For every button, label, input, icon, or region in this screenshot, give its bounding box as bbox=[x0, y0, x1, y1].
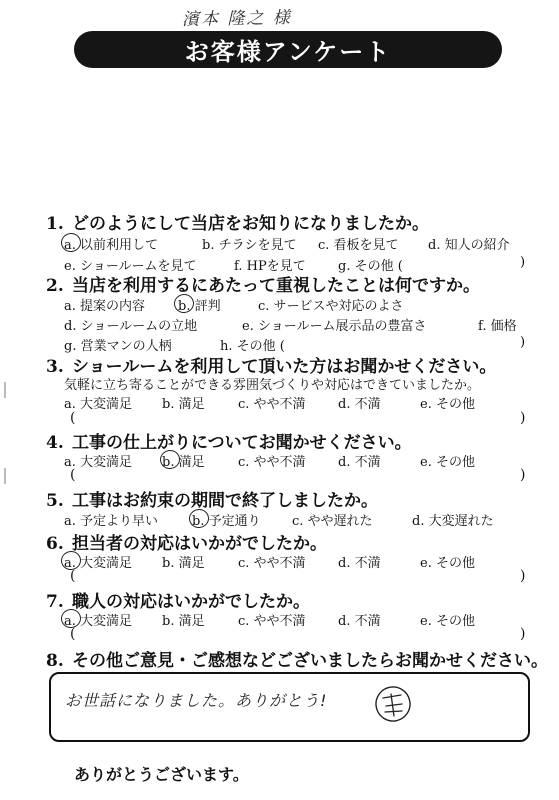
q2-paren-close: ) bbox=[520, 335, 526, 350]
question-7: 7. 職人の対応はいかがでしたか。 bbox=[46, 592, 310, 612]
q1-option-a[interactable]: a. 以前利用して bbox=[64, 238, 159, 253]
q3-option-d[interactable]: d. 不満 bbox=[338, 397, 381, 412]
q2-option-c[interactable]: c. サービスや対応のよさ bbox=[258, 299, 404, 314]
page-title: お客様アンケート bbox=[184, 37, 392, 66]
question-1-text: どのようにして当店をお知りになりましたか。 bbox=[72, 214, 429, 234]
question-8: 8. その他ご意見・ご感想などございましたらお聞かせください。 bbox=[46, 651, 548, 671]
q3-option-e[interactable]: e. その他 bbox=[420, 397, 475, 412]
question-7-text: 職人の対応はいかがでしたか。 bbox=[72, 592, 310, 612]
q7-option-c[interactable]: c. やや不満 bbox=[238, 614, 306, 629]
q4-paren-close: ) bbox=[520, 467, 526, 483]
q3-option-b[interactable]: b. 満足 bbox=[162, 397, 205, 412]
q4-option-e[interactable]: e. その他 bbox=[420, 455, 475, 470]
question-3: 3. ショールームを利用して頂いた方はお聞かせください。 bbox=[46, 357, 497, 377]
q1-option-e[interactable]: e. ショールームを見て bbox=[64, 259, 197, 274]
q2-option-b[interactable]: b. 評判 bbox=[178, 299, 221, 314]
q1-paren-close: ) bbox=[520, 255, 526, 270]
question-4: 4. 工事の仕上がりについてお聞かせください。 bbox=[46, 433, 412, 453]
q6-option-b[interactable]: b. 満足 bbox=[162, 556, 205, 571]
question-8-text: その他ご意見・ご感想などございましたらお聞かせください。 bbox=[72, 651, 548, 671]
q1-option-f[interactable]: f. HPを見て bbox=[234, 259, 306, 274]
question-6-text: 担当者の対応はいかがでしたか。 bbox=[72, 534, 327, 554]
q4-option-a[interactable]: a. 大変満足 bbox=[64, 455, 133, 470]
question-2-text: 当店を利用するにあたって重視したことは何ですか。 bbox=[72, 276, 480, 296]
q2-option-d[interactable]: d. ショールームの立地 bbox=[64, 319, 198, 334]
q6-option-d[interactable]: d. 不満 bbox=[338, 556, 381, 571]
q5-option-c[interactable]: c. やや遅れた bbox=[292, 514, 373, 529]
question-5-text: 工事はお約束の期間で終了しましたか。 bbox=[72, 491, 378, 511]
q2-option-g[interactable]: g. 営業マンの人柄 bbox=[64, 339, 172, 354]
handwritten-customer-name: 濱本 隆之 様 bbox=[181, 8, 293, 30]
q4-option-b[interactable]: b. 満足 bbox=[162, 455, 205, 470]
q2-option-e[interactable]: e. ショールーム展示品の豊富さ bbox=[242, 319, 427, 334]
q2-option-a[interactable]: a. 提案の内容 bbox=[64, 299, 146, 314]
q3-paren-close: ) bbox=[520, 410, 526, 426]
q3-option-a[interactable]: a. 大変満足 bbox=[64, 397, 133, 412]
q4-option-c[interactable]: c. やや不満 bbox=[238, 455, 306, 470]
q3-option-c[interactable]: c. やや不満 bbox=[238, 397, 306, 412]
q6-option-e[interactable]: e. その他 bbox=[420, 556, 475, 571]
q5-option-b[interactable]: b. 予定通り bbox=[192, 514, 261, 529]
question-6: 6. 担当者の対応はいかがでしたか。 bbox=[46, 534, 327, 554]
q4-option-d[interactable]: d. 不満 bbox=[338, 455, 381, 470]
q6-paren-close: ) bbox=[520, 568, 526, 584]
q5-option-d[interactable]: d. 大変遅れた bbox=[412, 514, 494, 529]
q4-paren-open: ( bbox=[70, 467, 76, 483]
q1-option-b[interactable]: b. チラシを見て bbox=[202, 238, 297, 253]
question-3-text: ショールームを利用して頂いた方はお聞かせください。 bbox=[72, 357, 497, 377]
q2-option-h[interactable]: h. その他 ( bbox=[220, 339, 285, 354]
q1-option-g[interactable]: g. その他 ( bbox=[338, 259, 403, 274]
comment-text: お世話になりました。ありがとう! bbox=[65, 691, 328, 710]
q6-paren-open: ( bbox=[70, 568, 76, 584]
comment-box[interactable] bbox=[49, 672, 530, 742]
question-4-text: 工事の仕上がりについてお聞かせください。 bbox=[72, 433, 412, 453]
q1-option-c[interactable]: c. 看板を見て bbox=[318, 238, 399, 253]
q6-option-a[interactable]: a. 大変満足 bbox=[64, 556, 133, 571]
q2-option-f[interactable]: f. 価格 bbox=[478, 319, 517, 334]
question-5: 5. 工事はお約束の期間で終了しましたか。 bbox=[46, 491, 378, 511]
q7-option-b[interactable]: b. 満足 bbox=[162, 614, 205, 629]
q7-option-d[interactable]: d. 不満 bbox=[338, 614, 381, 629]
signature-stamp bbox=[371, 682, 415, 726]
q1-option-d[interactable]: d. 知人の紹介 bbox=[428, 238, 510, 253]
q7-paren-close: ) bbox=[520, 626, 526, 642]
question-1: 1. どのようにして当店をお知りになりましたか。 bbox=[46, 214, 429, 234]
scan-edge-mark bbox=[4, 468, 6, 484]
q7-option-e[interactable]: e. その他 bbox=[420, 614, 475, 629]
question-3-subtext: 気軽に立ち寄ることができる雰囲気づくりや対応はできていましたか。 bbox=[64, 378, 481, 393]
scan-edge-mark bbox=[4, 382, 6, 398]
q6-option-c[interactable]: c. やや不満 bbox=[238, 556, 306, 571]
q7-option-a[interactable]: a. 大変満足 bbox=[64, 614, 133, 629]
q7-paren-open: ( bbox=[70, 626, 76, 642]
question-2: 2. 当店を利用するにあたって重視したことは何ですか。 bbox=[46, 276, 480, 296]
closing-thanks: ありがとうございます。 bbox=[74, 765, 249, 784]
q5-option-a[interactable]: a. 予定より早い bbox=[64, 514, 159, 529]
title-bar bbox=[74, 31, 502, 68]
q3-paren-open: ( bbox=[70, 410, 76, 426]
